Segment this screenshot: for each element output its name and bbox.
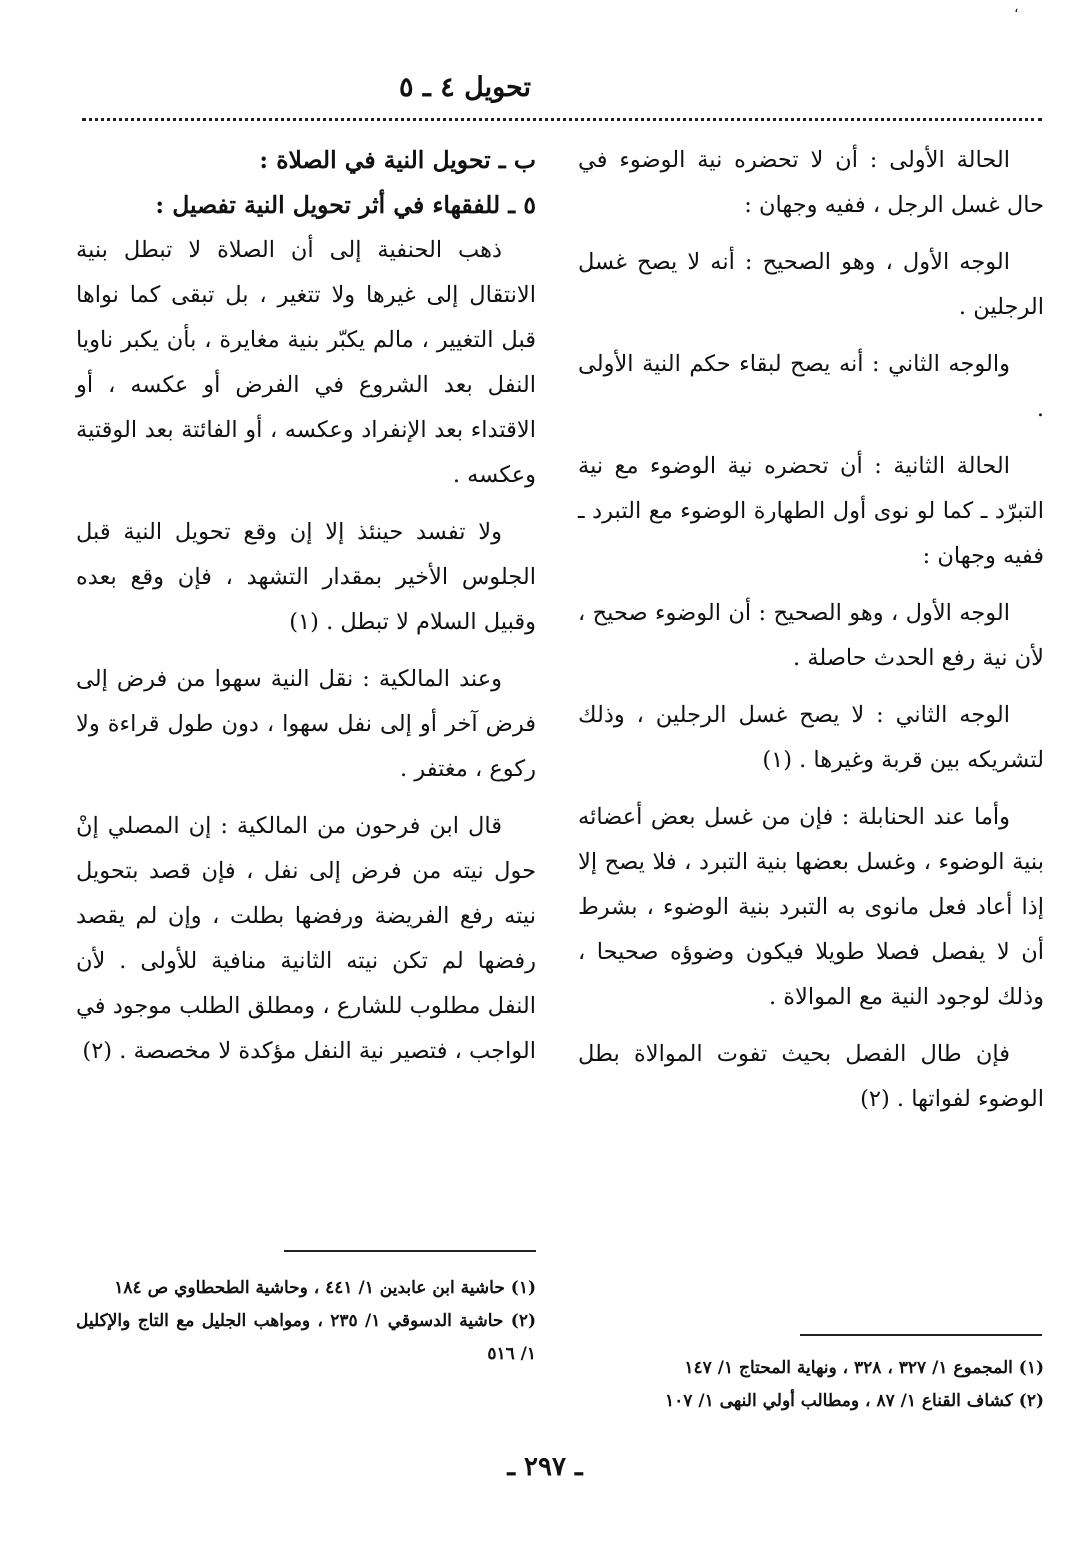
paragraph: ولا تفسد حينئذ إلا إن وقع تحويل النية قبل الجلوس الأخير بمقدار التشهد ، فإن وقع بعده وقبيل السلام لا تبطل . (١) [76, 519, 536, 635]
footnote-divider-left [284, 1250, 536, 1252]
paragraph: قال ابن فرحون من المالكية : إن المصلي إنْ حول نيته من فرض إلى نفل ، فإن قصد بتحويل نيته رفع الفريضة ورفضها بطلت ، وإن لم يقصد رفضها لم تكن نيته الثانية منافية للأولى . لأن النفل مطلوب للشارع ، ومطلق الطلب موجود في الواجب ، فتصير نية النفل مؤكدة لا مخصصة . (٢) [76, 813, 536, 1064]
footnotes-left [76, 1272, 536, 1371]
footnote: (٢) حاشية الدسوقي ١/ ٢٣٥ ، ومواهب الجليل مع التاج والإكليل ١/ ٥١٦ [76, 1311, 536, 1364]
footnote: (١) حاشية ابن عابدين ١/ ٤٤١ ، وحاشية الطحطاوي ص ١٨٤ [114, 1278, 536, 1298]
footnote-divider-right [800, 1334, 1042, 1336]
footnote: (١) المجموع ١/ ٣٢٧ ، ٣٢٨ ، ونهاية المحتاج ١/ ١٤٧ [684, 1358, 1044, 1378]
paragraph: الحالة الأولى : أن لا تحضره نية الوضوء في حال غسل الرجل ، ففيه وجهان : [578, 147, 1044, 218]
footnote: (٢) كشاف القناع ١/ ٨٧ ، ومطالب أولي النهى ١/ ١٠٧ [665, 1391, 1044, 1411]
paragraph: وأما عند الحنابلة : فإن من غسل بعض أعضائه بنية الوضوء ، وغسل بعضها بنية التبرد ، فلا يصح إلا إذا أعاد فعل مانوى به التبرد بنية الوضوء ، بشرط أن لا يفصل فصلا طويلا فيكون وضوؤه صحيحا ، وذلك لوجود النية مع الموالاة . [578, 804, 1044, 1010]
right-column [578, 138, 1044, 1134]
paragraph: الوجه الثاني : لا يصح غسل الرجلين ، وذلك لتشريكه بين قربة وغيرها . (١) [578, 702, 1044, 773]
page-number: ـ ٢٩٧ ـ [507, 1452, 583, 1482]
left-column [76, 138, 536, 1086]
paragraph: وعند المالكية : نقل النية سهوا من فرض إلى فرض آخر أو إلى نفل سهوا ، دون طول قراءة ولا ركوع ، مغتفر . [76, 666, 536, 782]
paragraph: فإن طال الفصل بحيث تفوت الموالاة بطل الوضوء لفواتها . (٢) [578, 1041, 1044, 1112]
paragraph: والوجه الثاني : أنه يصح لبقاء حكم النية الأولى . [578, 351, 1044, 422]
paragraph: ذهب الحنفية إلى أن الصلاة لا تبطل بنية الانتقال إلى غيرها ولا تتغير ، بل تبقى كما نواها قبل التغيير ، مالم يكبّر بنية مغايرة ، بأن يكبر ناويا النفل بعد الشروع في الفرض أو عكسه ، أو الاقتداء بعد الإنفراد وعكسه ، أو الفائتة بعد الوقتية وعكسه . [76, 237, 536, 488]
paragraph: الوجه الأول ، وهو الصحيح : أن الوضوء صحيح ، لأن نية رفع الحدث حاصلة . [578, 600, 1044, 671]
section-heading: ب ـ تحويل النية في الصلاة : [259, 146, 536, 174]
corner-mark: ، [1014, 0, 1019, 16]
paragraph: الحالة الثانية : أن تحضره نية الوضوء مع نية التبرّد ـ كما لو نوى أول الطهارة الوضوء مع التبرد ـ ففيه وجهان : [578, 453, 1044, 569]
paragraph: الوجه الأول ، وهو الصحيح : أنه لا يصح غسل الرجلين . [578, 249, 1044, 320]
running-header: تحويل ٤ ـ ٥ [398, 72, 531, 103]
header-divider [82, 118, 1042, 121]
footnotes-right [560, 1352, 1044, 1418]
section-subheading: ٥ ـ للفقهاء في أثر تحويل النية تفصيل : [155, 191, 536, 219]
